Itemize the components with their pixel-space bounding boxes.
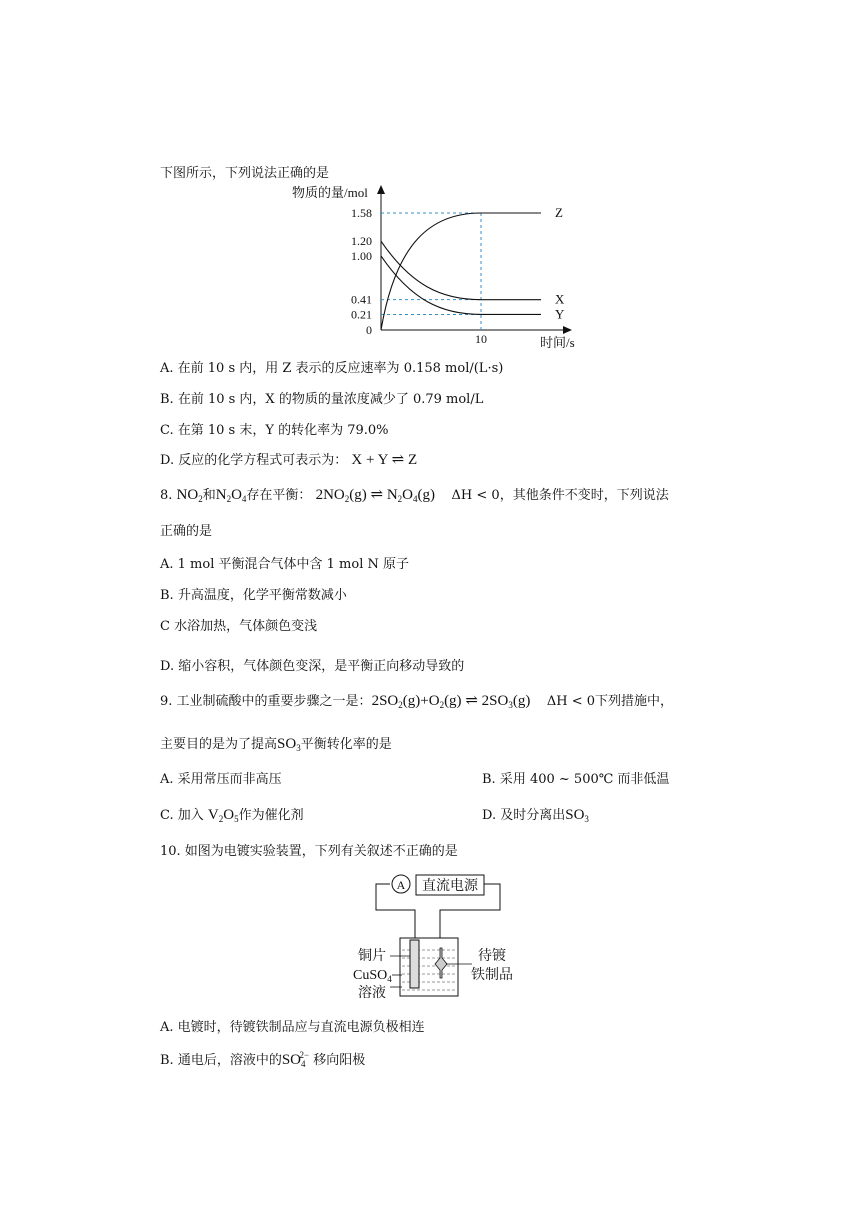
q8-condition: ，其他条件不变时，下列说法 bbox=[499, 488, 669, 503]
series-line-X bbox=[381, 241, 541, 300]
q9-option-d: D. 及时分离出$SO_3$ bbox=[482, 807, 589, 824]
q7-option-d-text: D. 反应的化学方程式可表示为： bbox=[160, 453, 348, 468]
y-axis-label: 物质的量/mol bbox=[292, 185, 368, 200]
q9-line2: 主要目的是为了提高$SO_3$平衡转化率的是 bbox=[160, 736, 392, 753]
q9-line1 bbox=[160, 690, 673, 710]
y-tick-label-2: 1.00 bbox=[351, 248, 372, 263]
x-axis-label: 时间/s bbox=[540, 335, 575, 350]
beaker bbox=[400, 938, 458, 996]
x-axis-arrow bbox=[563, 326, 572, 334]
y-axis-arrow bbox=[377, 185, 385, 194]
q8-no2: $NO_2$ bbox=[176, 487, 203, 504]
plate-label-2: 铁制品 bbox=[471, 968, 513, 983]
y-tick-label-3: 0.41 bbox=[351, 292, 372, 307]
y-tick-label-1: 1.20 bbox=[351, 234, 372, 249]
q8-line1 bbox=[160, 484, 669, 504]
q10-stem: 10. 如图为电镀实验装置，下列有关叙述不正确的是 bbox=[160, 844, 458, 859]
ammeter-label: A bbox=[396, 878, 406, 892]
q9-option-b: B. 采用 400 ~ 500℃ 而非低温 bbox=[482, 772, 670, 787]
solution-label: 溶液 bbox=[358, 986, 386, 1001]
q9-dh: ΔH < 0 bbox=[546, 694, 596, 709]
q9-number: 9. bbox=[160, 694, 173, 709]
q9-measures: 下列措施中， bbox=[595, 694, 674, 709]
cuso4-label: CuSO$_4$ bbox=[353, 968, 392, 984]
electroplating-diagram bbox=[0, 868, 868, 1008]
power-source-label: 直流电源 bbox=[422, 879, 478, 894]
q7-option-b: B. 在前 10 s 内，X 的物质的量浓度减少了 0.79 mol/L bbox=[160, 392, 484, 407]
q9-equation: $2SO_2(g)+O_2(g)$ ⇌ $2SO_3(g)$ bbox=[371, 693, 531, 710]
q8-option-d: D. 缩小容积，气体颜色变深，是平衡正向移动导致的 bbox=[160, 659, 465, 674]
q8-number: 8. bbox=[160, 488, 173, 503]
x-tick-label-0: 10 bbox=[475, 332, 487, 346]
copper-plate bbox=[410, 940, 419, 988]
q8-n2o4: $N_2O_4$ bbox=[215, 487, 247, 504]
q9-option-a: A. 采用常压而非高压 bbox=[160, 772, 282, 787]
series-label-Z: Z bbox=[555, 205, 563, 220]
q8-option-c: C 水浴加热，气体颜色变浅 bbox=[160, 619, 318, 634]
series-line-Y bbox=[381, 256, 541, 315]
copper-label: 铜片 bbox=[358, 949, 386, 964]
y-tick-label-5: 0 bbox=[366, 323, 372, 337]
left-wire bbox=[376, 884, 415, 940]
q8-dh: ΔH < 0 bbox=[451, 488, 500, 503]
plate-label-1: 待镀 bbox=[478, 949, 506, 964]
y-tick-label-0: 1.58 bbox=[351, 206, 372, 220]
q7-option-a: A. 在前 10 s 内，用 Z 表示的反应速率为 0.158 mol/(L·s) bbox=[160, 361, 504, 376]
q9-intro: 工业制硫酸中的重要步骤之一是： bbox=[176, 694, 372, 709]
q7-option-d-equation: X + Y ⇌ Z bbox=[351, 452, 418, 468]
q8-option-b: B. 升高温度，化学平衡常数减小 bbox=[160, 588, 347, 603]
q8-and: 和 bbox=[202, 488, 216, 503]
q7-stem: 下图所示，下列说法正确的是 bbox=[160, 166, 330, 181]
q8-option-a: A. 1 mol 平衡混合气体中含 1 mol N 原子 bbox=[160, 557, 409, 572]
q7-option-c: C. 在第 10 s 末，Y 的转化率为 79.0% bbox=[160, 423, 389, 438]
q7-option-d bbox=[160, 449, 417, 469]
y-tick-label-4: 0.21 bbox=[351, 307, 372, 322]
series-label-Y: Y bbox=[555, 306, 565, 322]
series-label-X: X bbox=[555, 291, 565, 307]
q8-equation: $2NO_2(g)$ ⇌ $N_2O_4(g)$ bbox=[315, 487, 436, 504]
q9-option-c: C. 加入 $V_2O_5$作为催化剂 bbox=[160, 807, 304, 824]
q10-option-a: A. 电镀时，待镀铁制品应与直流电源负极相连 bbox=[160, 1020, 425, 1035]
q8-exists: 存在平衡： bbox=[246, 488, 312, 503]
q10-option-b: B. 通电后，溶液中的$SO_4^{2-}$ 移向阳极 bbox=[160, 1050, 366, 1069]
q8-line2: 正确的是 bbox=[160, 524, 213, 539]
